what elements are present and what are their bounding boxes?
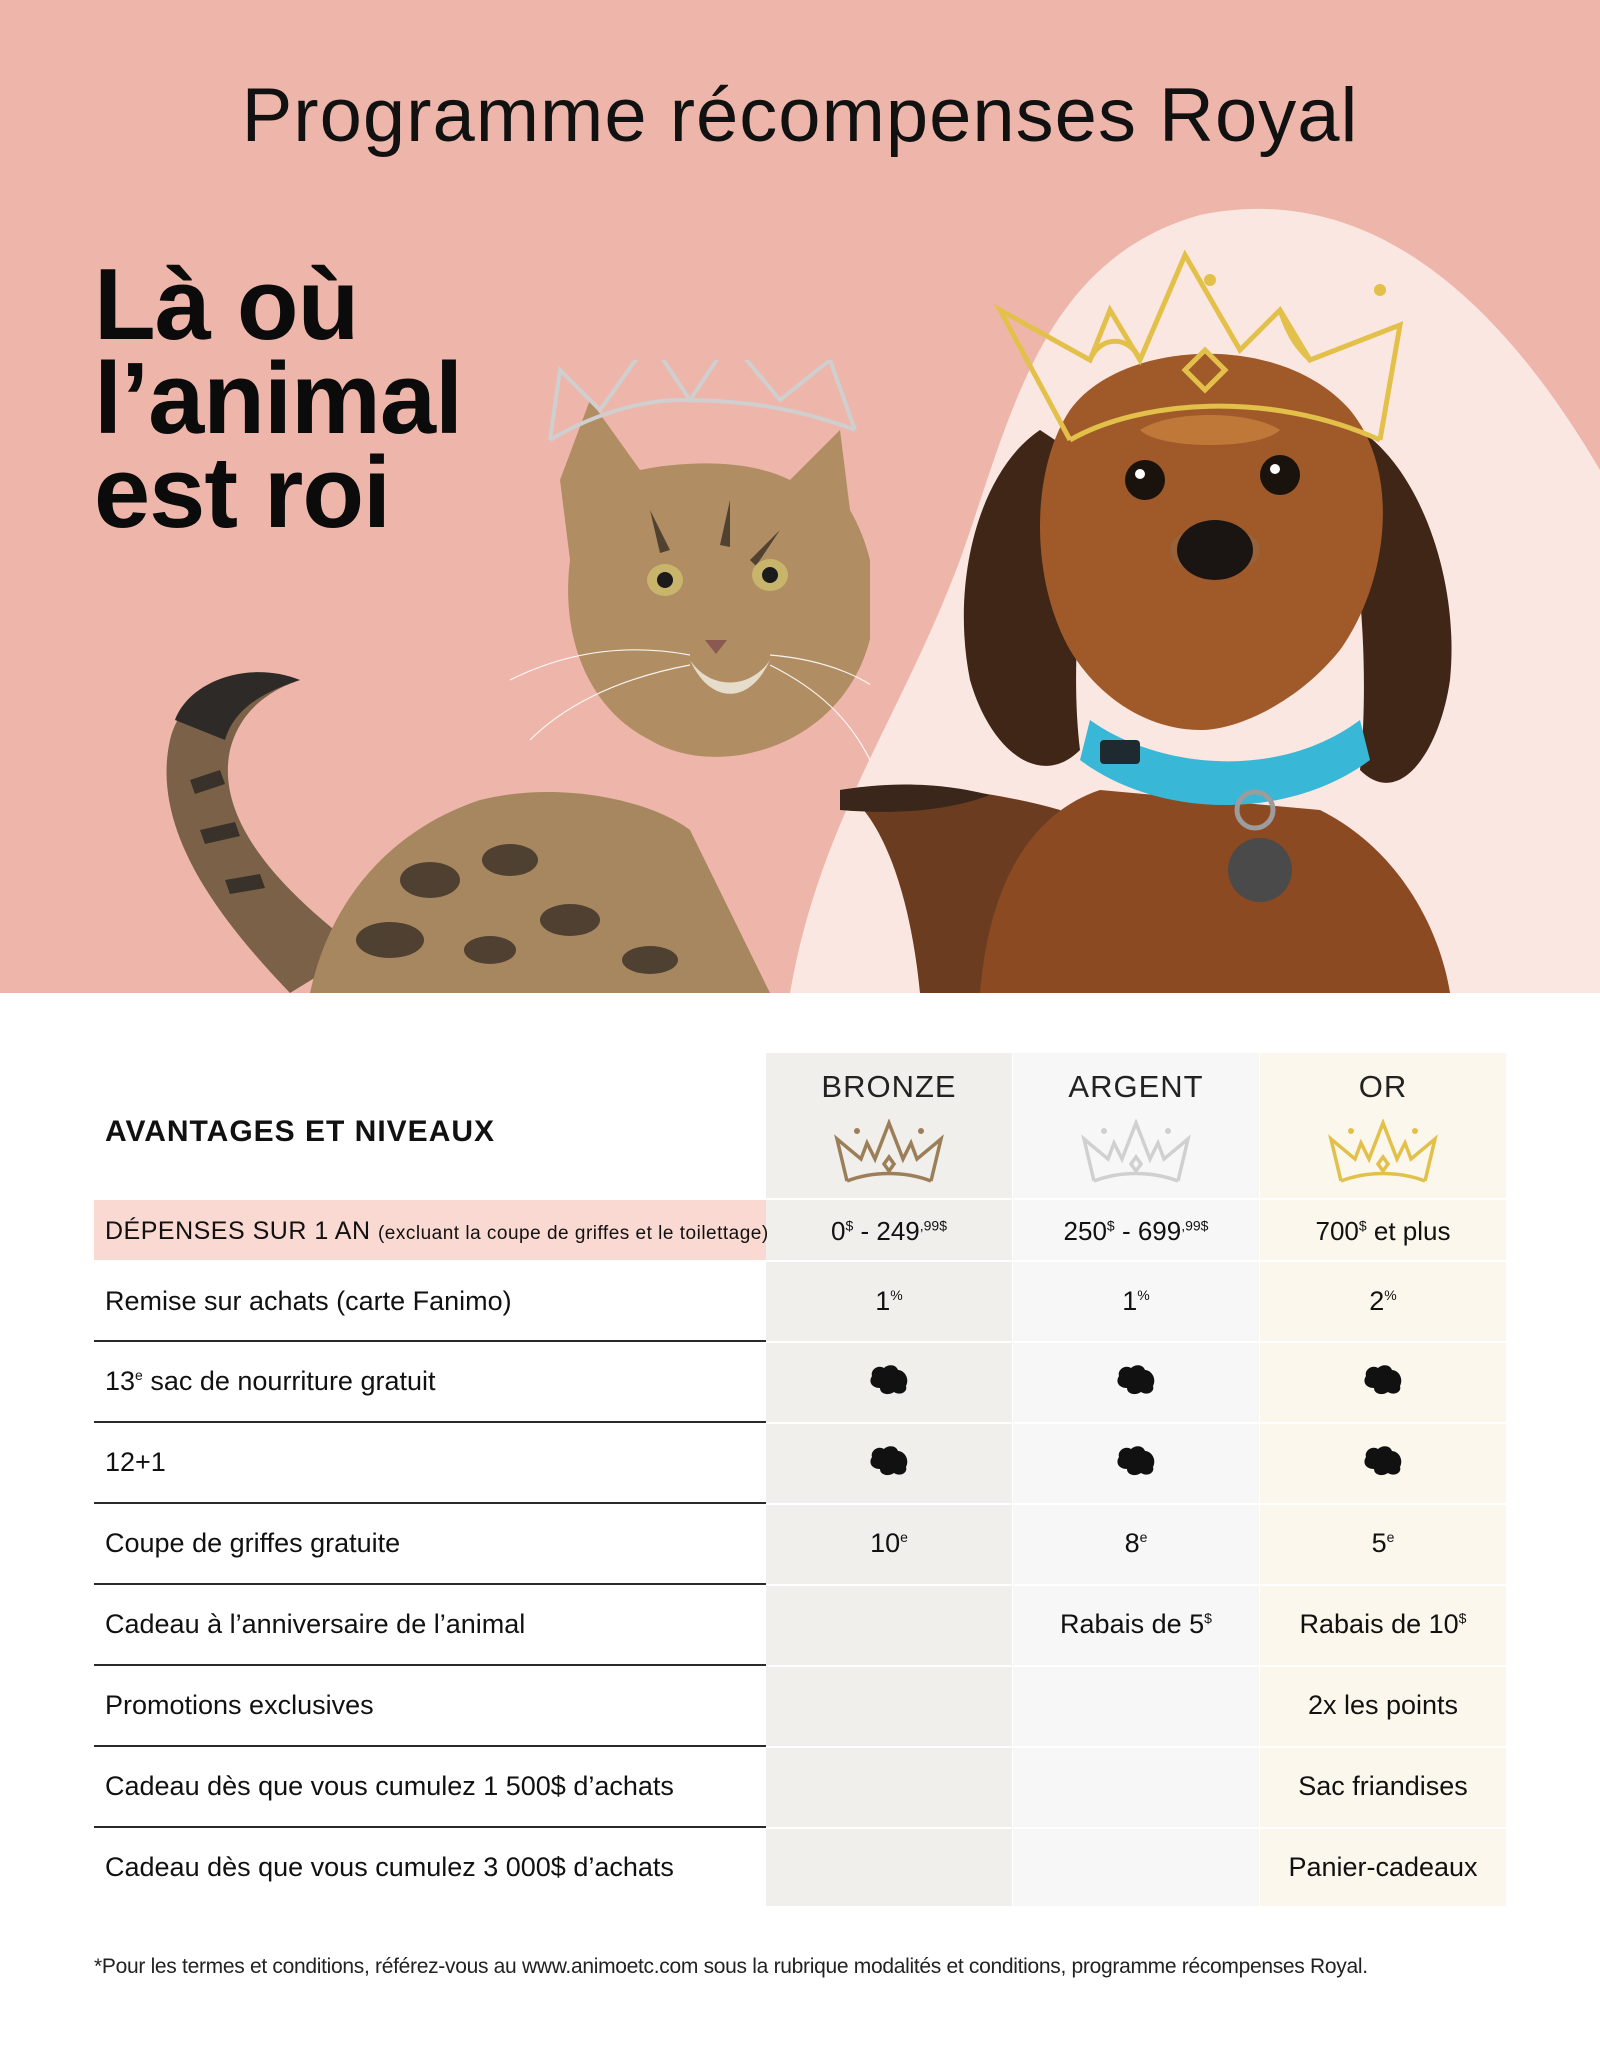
value-text: 10 [870,1528,901,1558]
table-row [94,1342,1506,1421]
table-row [94,1828,1506,1907]
spending-or-min: 700 [1315,1216,1359,1246]
table-row [94,1747,1506,1826]
table-row [94,1585,1506,1664]
row-label: Cadeau dès que vous cumulez 3 000$ d’achats [105,1852,674,1882]
paw-icon [868,1362,910,1396]
footnote: *Pour les termes et conditions, référez-vous au www.animoetc.com sous la rubrique modalités et conditions, programme récompenses Royal. [94,1955,1368,1978]
cat-image [130,360,870,993]
row-value-or [1260,1609,1506,1640]
table-row [94,1423,1506,1502]
value-sup: e [1139,1529,1148,1545]
row-label: Remise sur achats (carte Fanimo) [105,1286,512,1316]
spending-bronze-max-sup: ,99$ [919,1217,947,1234]
row-value-bronze [766,1362,1012,1403]
row-value-or [1260,1528,1506,1559]
paw-icon [1362,1443,1404,1477]
spending-bronze [766,1216,1012,1247]
value-sup: e [1386,1529,1395,1545]
row-value-argent [1013,1609,1259,1640]
spending-bronze-min-sup: $ [845,1217,854,1234]
value-text: Rabais de 5 [1060,1609,1205,1639]
dog-image [840,250,1520,993]
row-value-or [1260,1286,1506,1317]
label-text: sac de nourriture gratuit [142,1366,436,1396]
benefits-section-title: AVANTAGES ET NIVEAUX [105,1115,496,1148]
value-sup: $ [1458,1610,1467,1626]
row-value-argent [1013,1528,1259,1559]
page-title: Programme récompenses Royal [241,73,1359,158]
table-row [94,1262,1506,1341]
row-label: Promotions exclusives [105,1690,374,1720]
tier-header-bronze [766,1053,1012,1199]
spending-argent-max-sup: ,99$ [1181,1217,1209,1234]
row-label [105,1366,436,1397]
hero-banner [0,0,1600,993]
value-text: 1 [875,1286,891,1316]
row-value-or [1260,1362,1506,1403]
value-text: 1 [1122,1286,1138,1316]
table-row [94,1504,1506,1583]
spending-or-min-sup: $ [1358,1217,1367,1234]
tier-header-argent [1013,1053,1259,1199]
row-value-or: Sac friandises [1298,1771,1468,1801]
paw-icon [868,1443,910,1477]
value-text: 5 [1371,1528,1387,1558]
row-value-argent [1013,1443,1259,1484]
table-row [94,1666,1506,1745]
value-sup: % [1137,1287,1150,1303]
spending-argent-min: 250 [1063,1216,1107,1246]
tagline-line-3: est roi [94,437,391,549]
spending-label-note: (excluant la coupe de griffes et le toilettage) [377,1223,769,1244]
spending-argent-max: - 699 [1114,1216,1182,1246]
paw-icon [1115,1443,1157,1477]
value-sup: % [890,1287,903,1303]
label-text: 13 [105,1366,136,1396]
tier-name-or: OR [1358,1069,1408,1104]
row-value-argent [1013,1362,1259,1403]
spending-argent-min-sup: $ [1106,1217,1115,1234]
gold-crown-icon [1327,1119,1439,1189]
value-sup: e [900,1529,908,1545]
spending-or [1260,1216,1506,1247]
value-sup: % [1384,1287,1397,1303]
row-label: Cadeau à l’anniversaire de l’animal [105,1609,526,1639]
paw-icon [1115,1362,1157,1396]
row-value-argent [1013,1286,1259,1317]
spending-or-rest: et plus [1366,1216,1451,1246]
spending-row [94,1200,1506,1260]
row-value-or [1260,1443,1506,1484]
label-sup: e [135,1367,143,1383]
tagline-line-1: Là où [94,249,359,361]
bronze-crown-icon [833,1119,945,1189]
value-text: Rabais de 10 [1299,1609,1459,1639]
row-value-or: Panier-cadeaux [1288,1852,1478,1882]
row-value-or: 2x les points [1307,1690,1459,1720]
row-label: 12+1 [105,1447,166,1477]
tier-name-bronze: BRONZE [821,1069,957,1104]
row-value-bronze [766,1286,1012,1317]
row-value-bronze [766,1528,1012,1559]
spending-argent [1013,1216,1259,1247]
paw-icon [1362,1362,1404,1396]
row-label: Cadeau dès que vous cumulez 1 500$ d’achats [105,1771,674,1801]
row-value-bronze [766,1443,1012,1484]
row-label: Coupe de griffes gratuite [105,1528,401,1558]
value-text: 2 [1369,1286,1385,1316]
tagline-line-2: l’animal [94,343,463,455]
tier-header-or [1260,1053,1506,1199]
value-text: 8 [1124,1528,1140,1558]
spending-bronze-min: 0 [830,1216,846,1246]
silver-crown-icon [1080,1119,1192,1189]
spending-label [105,1217,769,1246]
spending-label-main: DÉPENSES SUR 1 AN [105,1217,371,1245]
value-sup: $ [1204,1610,1212,1626]
tier-name-argent: ARGENT [1068,1069,1204,1104]
spending-bronze-max: - 249 [853,1216,920,1246]
